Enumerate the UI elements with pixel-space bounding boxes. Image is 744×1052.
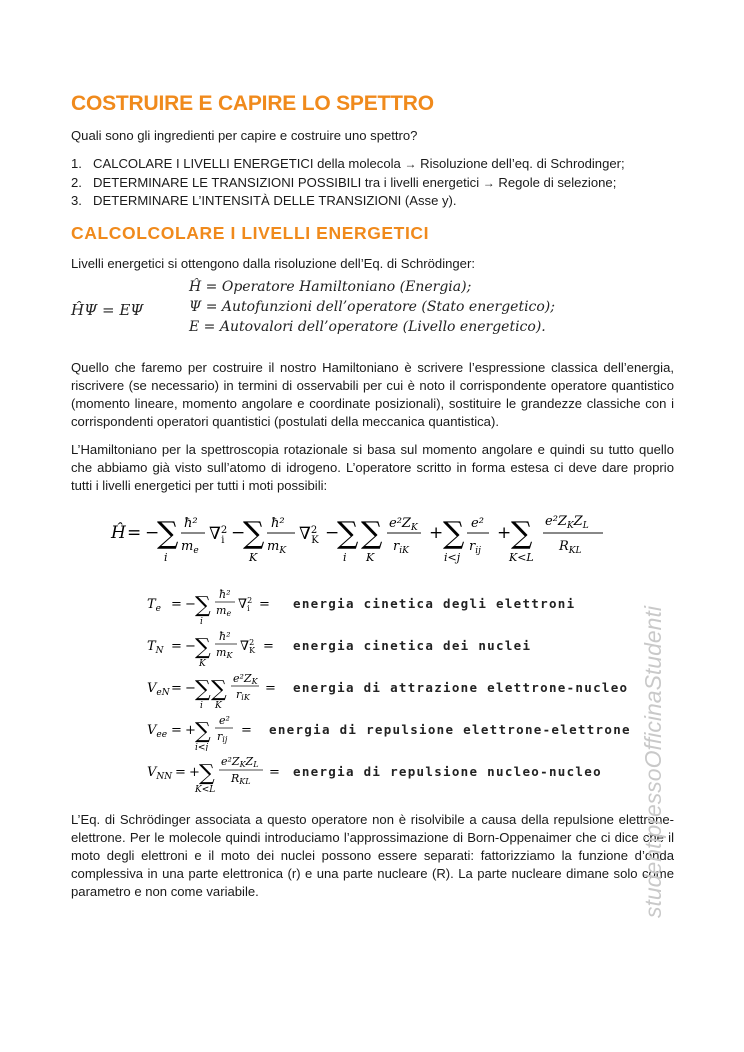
svg-text:−: − [231,522,246,543]
svg-text:ħ²: ħ² [219,629,231,643]
section-heading: CALCOLCOLARE I LIVELLI ENERGETICI [71,222,430,243]
svg-text:∑: ∑ [511,515,533,551]
schrodinger-equation: ĤΨ = EΨ [71,300,144,319]
legend-eigenvalues: E = Autovalori dell’operatore (Livello energetico). [189,318,546,335]
svg-text:=: = [269,764,280,780]
svg-text:∑: ∑ [199,760,215,786]
svg-text:∑: ∑ [195,592,211,618]
list-item: 1. CALCOLARE I LIVELLI ENERGETICI della molecola → Risoluzione dell’eq. di Schrodinger; [71,156,625,171]
svg-text:Te: $T_e$ [147,596,161,614]
term-row [145,751,674,793]
svg-text:∇2i: ∇$^2$ i [209,523,228,546]
intro-question: Quali sono gli ingredienti per capire e costruire uno spettro? [71,128,418,143]
svg-text:∑: ∑ [337,515,359,551]
svg-text:i<j: i<j [444,550,461,564]
svg-text:=: = [171,680,182,696]
svg-text:RKL: RKL [231,771,251,786]
term-formula [145,625,293,667]
term-formula [145,583,293,625]
svg-text:i: i [200,700,203,709]
svg-text:e²ZKZL: $e^2Z_KZ_L$ [545,513,589,531]
svg-text:i: i [343,550,347,564]
svg-text:e²: e² [471,515,484,531]
svg-text:e²: e² [219,713,230,727]
svg-text:=: = [241,722,252,738]
svg-text:∇2i: ∇$^2$ i [238,595,253,613]
svg-text:K: K [249,550,258,564]
svg-text:TN: $T_N$ [147,638,164,656]
svg-text:=: = [265,680,276,696]
term-row [145,583,674,625]
svg-text:riK: riK [236,687,250,702]
hamiltonian-equation [71,505,671,573]
svg-text:=: = [259,596,270,612]
svg-text:i: i [200,616,203,625]
svg-text:ħ²: ħ² [271,515,285,531]
term-formula [145,751,293,793]
svg-text:∑: ∑ [211,676,227,702]
svg-text:mK: $m_K$ [267,538,287,556]
svg-text:+: + [497,522,512,543]
term-row [145,709,674,751]
svg-text:=: = [263,638,274,654]
svg-text:=: = [127,522,142,543]
svg-text:VNN: $V_{NN}$ [147,764,173,782]
legend-eigenfunctions: Ψ = Autofunzioni dell’operatore (Stato energetico); [189,298,555,315]
svg-text:riK: $r_{iK}$ [393,538,409,556]
svg-text:VeN: $V_{eN}$ [147,680,170,698]
term-description: energia cinetica dei nuclei [293,638,532,653]
svg-text:i: i [164,550,168,564]
svg-text:mK: mK [216,645,233,660]
svg-text:−: − [185,680,196,696]
svg-text:K<L: K<L [509,550,534,564]
term-formula [145,667,293,709]
levels-intro: Livelli energetici si ottengono dalla risoluzione dell’Eq. di Schrödinger: [71,255,475,271]
svg-text:−: − [145,522,160,543]
svg-text:i<j: i<j [195,742,209,751]
watermark-text: studentipressoOfficinaStudenti [640,606,666,918]
svg-text:rij: $r_{ij}$ [469,538,481,556]
handwritten-notes [71,279,674,345]
paragraph-hamiltonian-construction: Quello che faremo per costruire il nostro Hamiltoniano è scrivere l’espressione classica dell’energia, riscrivere (se necessario) in termini di osservabili per cui è noto il corrispondente operatore quantistico (momento lineare, momento angolare e coordinate posizionali), sostituire le grandezze classiche con i corrispondenti operatori quantistici (postulati della meccanica quantistica). [71,359,674,429]
svg-text:=: = [171,722,182,738]
arrow-right-icon: → [404,157,417,171]
paragraph-rotational-spectroscopy: L’Hamiltoniano per la spettroscopia rotazionale si basa sul momento angolare e quindi su tutto quello che abbiamo già visto sull’atomo di idrogeno. L’operatore scritto in forma estesa ci deve dare proprio tutti i livelli energetici per tutti i moti possibili: [71,441,674,493]
list-item: 3. DETERMINARE L’INTENSITÀ DELLE TRANSIZIONI (Asse y). [71,193,457,208]
term-definitions [145,583,674,793]
svg-text:e²ZK: $e^2Z_K$ [389,515,418,533]
page-title: COSTRUIRE E CAPIRE LO SPETTRO [71,92,434,115]
svg-text:=: = [171,638,182,654]
svg-text:∇2K: ∇$^2$ K [240,637,256,655]
svg-text:rij: rij [217,729,228,744]
svg-text:K: K [199,658,206,667]
svg-text:Vee: $V_{ee}$ [147,722,168,740]
svg-text:K: K [215,700,222,709]
svg-text:RKL: $R_{KL}$ [559,538,582,556]
svg-text:K: K [366,550,375,564]
steps-list [71,155,674,210]
svg-text:ħ²: ħ² [184,515,198,531]
svg-text:∑: ∑ [361,515,383,551]
svg-text:−: − [185,638,196,654]
term-description: energia di repulsione elettrone-elettrone [269,722,631,737]
svg-text:+: + [185,722,196,738]
svg-text:∑: ∑ [443,515,465,551]
page-content [71,92,674,901]
svg-text:me: me [216,603,232,618]
svg-text:e²ZKZL: e²ZKZL [221,754,259,769]
svg-text:=: = [175,764,186,780]
paragraph-born-oppenheimer: L’Eq. di Schrödinger associata a questo operatore non è risolvibile a causa della repulsione elettrone-elettrone. Per le molecole quindi introduciamo l’approssimazione di Born-Oppenaimer che ci dice che il moto degli elettroni e il moto dei nuclei possono essere separati: fattorizziamo la funzione d’onda complessiva in una parte elettronica (r) e una parte nucleare (R). La parte nucleare dimane solo come parametro e non come variabile. [71,811,674,899]
svg-text:∑: ∑ [243,515,265,551]
term-description: energia di repulsione nucleo-nucleo [293,764,602,779]
term-description: energia di attrazione elettrone-nucleo [293,680,629,695]
svg-text:−: − [185,596,196,612]
svg-text:=: = [171,596,182,612]
svg-text:∑: ∑ [195,634,211,660]
svg-text:∑: ∑ [195,718,211,744]
arrow-right-icon: → [482,175,495,190]
term-description: energia cinetica degli elettroni [293,596,576,611]
svg-text:ħ²: ħ² [219,587,231,601]
svg-text:∑: ∑ [195,676,211,702]
term-row [145,667,674,709]
svg-text:−: − [325,522,340,543]
svg-text:+: + [429,522,444,543]
legend-hamiltonian: Ĥ = Operatore Hamiltoniano (Energia); [189,278,472,295]
list-item: 2. DETERMINARE LE TRANSIZIONI POSSIBILI tra i livelli energetici → Regole di selezione; [71,174,617,190]
svg-text:e²ZK: e²ZK [233,671,258,686]
svg-text:+: + [189,764,200,780]
term-row [145,625,674,667]
svg-text:∇2K: ∇$^2$ K [299,523,319,546]
svg-text:me: $m_e$ [181,538,199,556]
svg-text:∑: ∑ [157,515,179,551]
svg-text:K<L: K<L [195,784,216,793]
svg-text:Ĥ: Ĥ [111,522,126,543]
